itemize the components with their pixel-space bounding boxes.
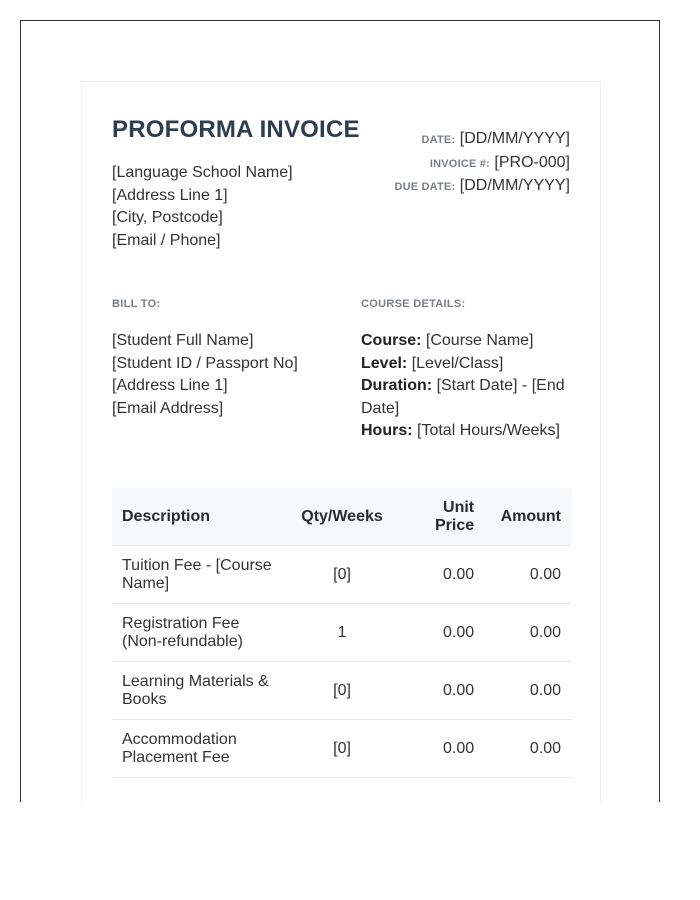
cell-description: Tuition Fee - [Course Name]: [112, 546, 285, 604]
bill-to-line: [Address Line 1]: [112, 377, 228, 394]
column-header-qty: Qty/Weeks: [285, 488, 399, 546]
invoice-sheet: [81, 81, 601, 802]
cell-unit-price: 0.00: [399, 546, 484, 604]
course-detail-row: [361, 420, 573, 443]
cell-amount: 0.00: [484, 662, 571, 720]
course-detail-value: [Course Name]: [425, 332, 534, 349]
bill-to-block: [112, 330, 298, 420]
course-detail-row: [361, 330, 573, 353]
sender-address: [112, 162, 293, 252]
table-row: [112, 604, 571, 662]
bill-to-line: [Student Full Name]: [112, 332, 254, 349]
table-row: [112, 720, 571, 778]
column-header-amount: Amount: [484, 488, 571, 546]
invoice-title: PROFORMA INVOICE: [112, 116, 360, 143]
course-detail-row: [361, 375, 573, 420]
table-header-row: [112, 488, 571, 546]
meta-value: [DD/MM/YYYY]: [459, 177, 570, 194]
line-items-table: [112, 488, 571, 778]
sender-line: [Address Line 1]: [112, 186, 228, 204]
cell-unit-price: 0.00: [399, 604, 484, 662]
course-detail-label: Duration:: [361, 377, 433, 394]
course-detail-label: Course:: [361, 332, 422, 349]
meta-row-invoice-number: [394, 152, 570, 176]
cell-unit-price: 0.00: [399, 720, 484, 778]
course-detail-row: [361, 353, 573, 376]
cell-unit-price: 0.00: [399, 662, 484, 720]
table-row: [112, 546, 571, 604]
meta-label: DUE DATE:: [394, 181, 456, 193]
meta-value: [DD/MM/YYYY]: [459, 130, 570, 147]
meta-row-date: [394, 128, 570, 152]
meta-row-due-date: [394, 175, 570, 199]
cell-qty: [0]: [285, 662, 399, 720]
column-header-description: Description: [112, 488, 285, 546]
sender-line: [Language School Name]: [112, 164, 293, 181]
meta-label: DATE:: [421, 134, 456, 146]
sender-line: [City, Postcode]: [112, 209, 223, 226]
cell-qty: [0]: [285, 720, 399, 778]
invoice-meta: [394, 128, 570, 199]
bill-to-label: BILL TO:: [112, 298, 161, 310]
cell-description: Registration Fee (Non-refundable): [112, 604, 285, 662]
course-details-block: [361, 330, 573, 443]
course-detail-label: Level:: [361, 354, 408, 372]
bill-to-line: [Email Address]: [112, 399, 224, 417]
course-detail-value: [Level/Class]: [411, 354, 504, 372]
bill-to-line: [Student ID / Passport No]: [112, 354, 298, 372]
column-header-unit-price: Unit Price: [399, 488, 484, 546]
course-detail-value: [Start Date] - [End Date]: [361, 377, 565, 417]
cell-amount: 0.00: [484, 604, 571, 662]
cell-description: Learning Materials & Books: [112, 662, 285, 720]
cell-amount: 0.00: [484, 720, 571, 778]
meta-value: [PRO-000]: [494, 153, 570, 171]
meta-label: INVOICE #:: [429, 157, 490, 170]
table-row: [112, 662, 571, 720]
cell-description: Accommodation Placement Fee: [112, 720, 285, 778]
course-details-label: COURSE DETAILS:: [361, 298, 466, 310]
cell-qty: 1: [285, 604, 399, 662]
cell-amount: 0.00: [484, 546, 571, 604]
course-detail-label: Hours:: [361, 422, 413, 439]
course-detail-value: [Total Hours/Weeks]: [417, 422, 560, 439]
sender-line: [Email / Phone]: [112, 231, 221, 249]
cell-qty: [0]: [285, 546, 399, 604]
